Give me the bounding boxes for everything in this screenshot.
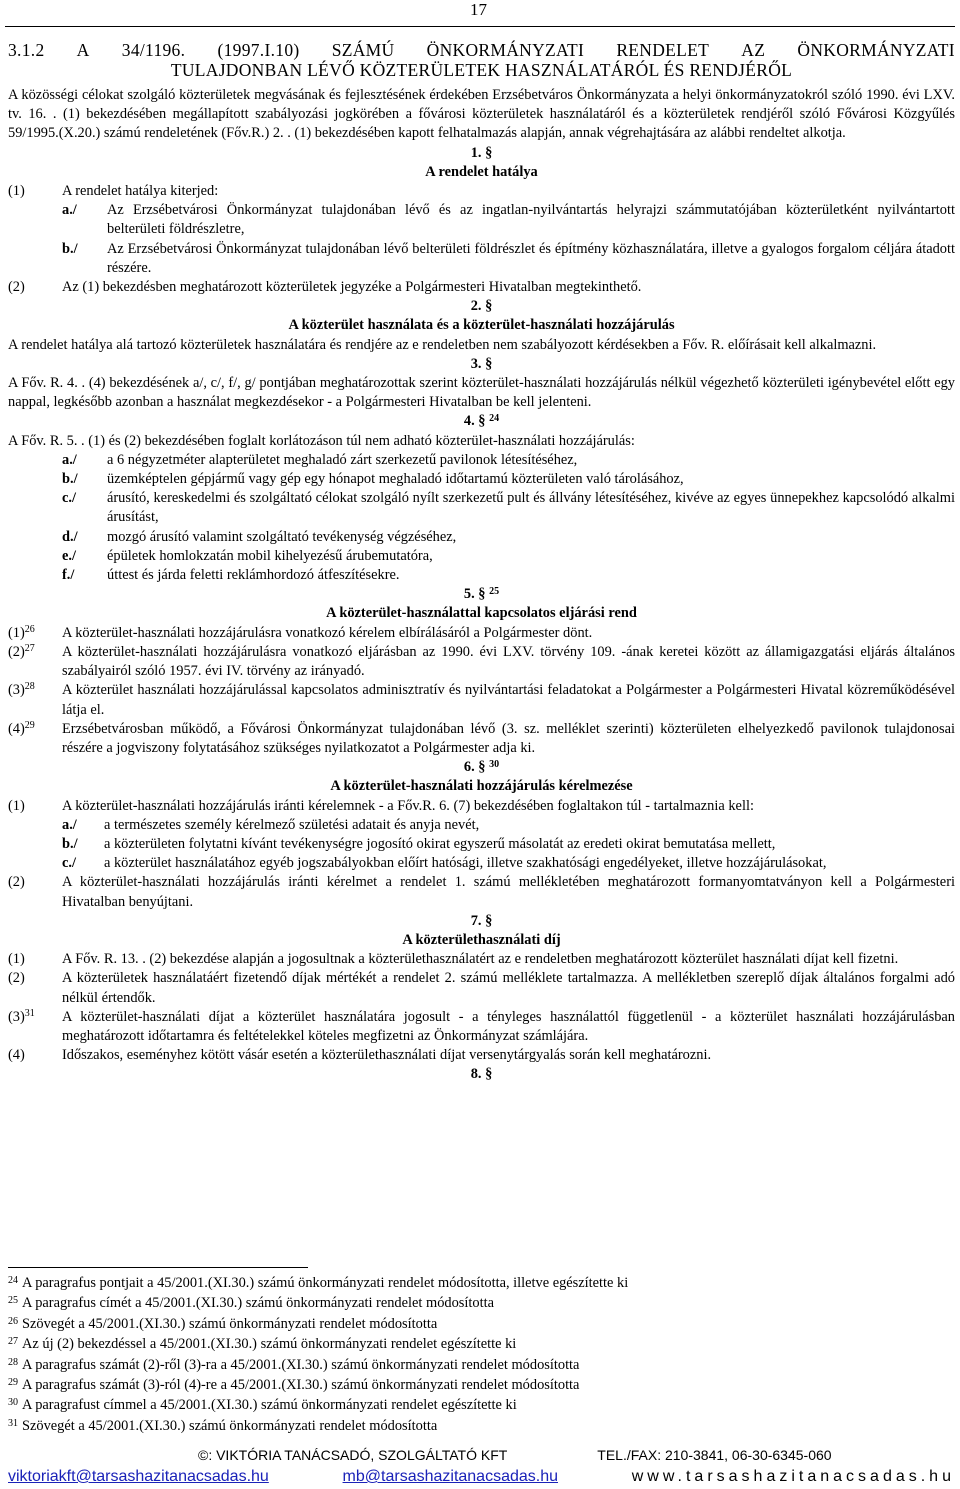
footnote-ref: 24 bbox=[489, 413, 500, 425]
item-label-text: d./ bbox=[62, 528, 78, 545]
footnote-ref: 28 bbox=[24, 681, 35, 693]
item-label-text: e./ bbox=[62, 547, 76, 564]
section-number: 4. bbox=[463, 413, 479, 430]
paragraph-text: A közterület-használati hozzájárulás iránti kérelemnek - a Főv.R. 6. (7) bekezdésében foglaltakon túl - tartalmaznia kell: bbox=[62, 797, 754, 814]
paragraph-label: (1) bbox=[8, 183, 25, 200]
item-text: épületek homlokzatán mobil kihelyezésű árubemutatóra, bbox=[107, 547, 433, 564]
item-text: üzemképtelen gépjármű vagy gép egy hónapot meghaladó időtartamú közterületen való tárolásához, bbox=[107, 471, 684, 488]
item-label-text: a./ bbox=[62, 816, 77, 833]
section-5-number bbox=[8, 585, 955, 604]
list-item bbox=[8, 835, 955, 854]
paragraph bbox=[8, 278, 955, 297]
section-4-number bbox=[8, 412, 955, 431]
item-label-text: b./ bbox=[62, 835, 78, 852]
title-word: RENDELET bbox=[616, 40, 710, 60]
item-label-text: (2) bbox=[8, 970, 25, 987]
list-item bbox=[8, 950, 955, 969]
list-item bbox=[8, 1046, 955, 1065]
section-sign: § bbox=[485, 144, 493, 161]
item-label bbox=[8, 1008, 62, 1046]
paragraph-label: (2) bbox=[8, 874, 25, 891]
item-label-text: b./ bbox=[62, 471, 78, 488]
section-3-number bbox=[8, 355, 955, 374]
footnote-ref: 26 bbox=[24, 623, 35, 635]
title-word: AZ bbox=[741, 40, 766, 60]
title-word: (1997.I.10) bbox=[217, 40, 300, 60]
item-label-text: (3) bbox=[8, 682, 25, 699]
section-number: 5. bbox=[463, 586, 479, 603]
item-label-text: (2) bbox=[8, 643, 25, 660]
footnote-text: Szövegét a 45/2001.(XI.30.) számú önkormányzati rendelet módosította bbox=[22, 1417, 438, 1434]
footnote bbox=[8, 1395, 948, 1415]
item-label bbox=[8, 681, 62, 719]
section-sign: § bbox=[478, 586, 490, 603]
footnote bbox=[8, 1334, 948, 1354]
item-text: a természetes személy kérelmező születési adatait és anyja nevét, bbox=[104, 816, 480, 833]
document-title bbox=[8, 40, 955, 80]
section-sign: § bbox=[485, 1066, 493, 1083]
item-label bbox=[62, 451, 107, 470]
item-label bbox=[62, 566, 107, 585]
item-label bbox=[62, 470, 107, 489]
footnote-number: 30 bbox=[8, 1397, 18, 1409]
section-2-title: A közterület használata és a közterület-használati hozzájárulás bbox=[288, 317, 675, 334]
list-item bbox=[8, 720, 955, 758]
item-label-text: a./ bbox=[62, 451, 77, 468]
preamble: A közösségi célokat szolgáló közterületek megvásának és fejlesztésének érdekében Erzsébetváros Önkormányzata a helyi önkormányzatokról szóló 1990. évi LXV. tv. 16. . (1) bekezdésében megállapított szabályozási jogkörében a fővárosi közterületek használatáról és a közterületek rendjéről szóló Fővárosi Közgyűlés 59/1995.(X.20.) számú rendeletének (Főv.R.) 2. . (1) bekezdésében kapott felhatalmazás alapján, annak végrehajtására az alábbi rendeltet alkotja. bbox=[8, 87, 955, 142]
footnotes bbox=[8, 1273, 948, 1436]
list-item bbox=[8, 470, 955, 489]
title-word: 34/1196. bbox=[121, 40, 186, 60]
footnote-text: A paragrafus címét a 45/2001.(XI.30.) számú önkormányzati rendelet módosította bbox=[22, 1295, 494, 1312]
footnote-ref: 30 bbox=[489, 759, 500, 771]
footnote-ref: 25 bbox=[489, 586, 500, 598]
section-7-number bbox=[8, 912, 955, 931]
item-label: b./ bbox=[62, 240, 78, 257]
footnote-text: A paragrafus számát (3)-ról (4)-re a 45/2001.(XI.30.) számú önkormányzati rendelet módosította bbox=[22, 1377, 580, 1394]
footnote-text: A paragrafus pontjait a 45/2001.(XI.30.) számú önkormányzati rendelet módosította, illetve egészítette ki bbox=[22, 1275, 629, 1291]
item-label bbox=[8, 1046, 62, 1065]
item-label bbox=[62, 835, 104, 854]
section-sign: § bbox=[485, 355, 493, 372]
item-text: úttest és járda feletti reklámhordozó átfeszítésekre. bbox=[107, 567, 400, 584]
item-label-text: f./ bbox=[62, 567, 75, 584]
item-text: A közterület-használati hozzájárulásra vonatkozó eljárásban az 1990. évi LXV. törvény 109. -ának keretei között az államigazgatási eljárás általános szabályairól szóló 1957. évi IV. törvény az irányadó. bbox=[62, 643, 955, 680]
section-sign: § bbox=[485, 912, 493, 929]
title-word: ÖNKORMÁNYZATI bbox=[797, 40, 955, 60]
footer-line-1 bbox=[8, 1447, 955, 1463]
footnote-text: A paragrafus számát (2)-ről (3)-ra a 45/2001.(XI.30.) számú önkormányzati rendelet módosította bbox=[22, 1356, 580, 1373]
item-text: A közterületek használatáért fizetendő díjak mértékét a rendelet 2. számú melléklete tartalmazza. A mellékletben szereplő díjak általános forgalmi adó nélkül értendők. bbox=[62, 970, 955, 1006]
section-number: 1. bbox=[470, 144, 486, 161]
footnote-number: 24 bbox=[8, 1275, 18, 1286]
footnote-ref: 27 bbox=[24, 642, 35, 654]
item-label bbox=[8, 624, 62, 643]
section-5-list bbox=[8, 624, 955, 758]
item-label bbox=[62, 528, 107, 547]
paragraph-label: (1) bbox=[8, 797, 25, 814]
item-label bbox=[8, 720, 62, 758]
item-text: a 6 négyzetméter alapterületet meghaladó zárt szerkezetű pavilonok létesítéséhez, bbox=[107, 451, 578, 468]
item-text: Az Erzsébetvárosi Önkormányzat tulajdonában lévő belterületi földrészlet és építmény közhasználatára, illetve a gyalogos forgalom céljára átadott részére. bbox=[107, 240, 955, 276]
title-word: ÖNKORMÁNYZATI bbox=[426, 40, 585, 60]
footer-phone: TEL./FAX: 210-3841, 06-30-6345-060 bbox=[597, 1447, 832, 1463]
item-label-text: c./ bbox=[62, 855, 76, 872]
section-number: 7. bbox=[470, 912, 486, 929]
footnote-number: 29 bbox=[8, 1377, 18, 1389]
footer-email-link-2[interactable]: mb@tarsashazitanacsadas.hu bbox=[342, 1468, 559, 1485]
footnote-number: 31 bbox=[8, 1417, 18, 1429]
item-label-text: (1) bbox=[8, 951, 25, 968]
footnote-number: 27 bbox=[8, 1336, 18, 1348]
item-text: A Főv. R. 13. . (2) bekezdése alapján a jogosultnak a közterülethasználatért az e rendeletben meghatározott közterület használati díjat kell fizetni. bbox=[62, 951, 899, 968]
item-text: A közterület-használati hozzájárulásra vonatkozó kérelem elbírálásáról a Polgármester dönt. bbox=[62, 624, 593, 641]
list-item bbox=[8, 681, 955, 719]
section-number: 6. bbox=[463, 759, 479, 776]
item-label bbox=[8, 643, 62, 681]
footnote-number: 25 bbox=[8, 1295, 18, 1307]
footnote-number: 28 bbox=[8, 1356, 18, 1368]
item-text: Időszakos, eseményhez kötött vásár esetén a közterülethasználati díjat versenytárgyalás során kell meghatározni. bbox=[62, 1047, 712, 1064]
section-sign: § bbox=[478, 759, 490, 776]
item-label bbox=[62, 547, 107, 566]
list-item bbox=[8, 624, 955, 643]
section-7-title: A közterülethasználati díj bbox=[402, 931, 561, 948]
list-item bbox=[8, 643, 955, 681]
paragraph-label: (2) bbox=[8, 279, 25, 296]
section-2-text: A rendelet hatálya alá tartozó közterületek használatára és rendjére az e rendeletben nem szabályozott kérdésekben a Főv. R. előírásait kell alkalmazni. bbox=[8, 336, 877, 353]
item-label-text: (4) bbox=[8, 720, 25, 737]
item-text: mozgó árusító valamint szolgáltató tevékenység végzéséhez, bbox=[107, 528, 457, 545]
item-label bbox=[62, 854, 104, 873]
footnote-ref: 31 bbox=[24, 1007, 35, 1019]
document-body bbox=[8, 40, 955, 1085]
section-4-list bbox=[8, 451, 955, 585]
footnote-rule bbox=[8, 1267, 308, 1268]
item-label-text: (4) bbox=[8, 1047, 25, 1064]
item-label bbox=[8, 950, 62, 969]
list-item bbox=[8, 240, 955, 278]
footnote bbox=[8, 1273, 948, 1293]
paragraph bbox=[8, 182, 955, 201]
title-line-1 bbox=[8, 40, 955, 60]
item-label-text: c./ bbox=[62, 490, 76, 507]
section-1-number bbox=[8, 144, 955, 163]
footnote-text: Az új (2) bekezdéssel a 45/2001.(XI.30.) számú önkormányzati rendelet egészítette ki bbox=[22, 1336, 517, 1353]
item-label bbox=[62, 816, 104, 835]
list-item bbox=[8, 969, 955, 1007]
paragraph bbox=[8, 797, 955, 816]
item-label-text: (3) bbox=[8, 1008, 25, 1025]
section-6-list bbox=[8, 816, 955, 874]
footnote-text: A paragrafust címmel a 45/2001.(XI.30.) számú önkormányzati rendelet egészítette ki bbox=[22, 1397, 517, 1414]
section-4-text: A Főv. R. 5. . (1) és (2) bekezdésében foglalt korlátozáson túl nem adható közterület-használati hozzájárulás: bbox=[8, 432, 635, 449]
footnote-text: Szövegét a 45/2001.(XI.30.) számú önkormányzati rendelet módosította bbox=[22, 1315, 438, 1332]
list-item bbox=[8, 854, 955, 873]
section-number: 2. bbox=[470, 298, 486, 315]
item-text: a közterületen folytatni kívánt tevékenységre jogosító okirat egyszerű másolatát az eredeti okirat bemutatása mellett, bbox=[104, 835, 776, 852]
footnote bbox=[8, 1416, 948, 1436]
footer-email-link-1[interactable]: viktoriakft@tarsashazitanacsadas.hu bbox=[8, 1468, 269, 1485]
footnote bbox=[8, 1375, 948, 1395]
list-item bbox=[8, 201, 955, 239]
footnote bbox=[8, 1314, 948, 1334]
footer-website[interactable]: www.tarsashazitanacsadas.hu bbox=[631, 1468, 955, 1485]
list-item bbox=[8, 816, 955, 835]
section-6-title: A közterület-használati hozzájárulás kérelmezése bbox=[330, 778, 633, 795]
footnote bbox=[8, 1293, 948, 1313]
section-6-number bbox=[8, 758, 955, 777]
list-item bbox=[8, 566, 955, 585]
section-3-text: A Főv. R. 4. . (4) bekezdésének a/, c/, f/, g/ pontjában meghatározottak szerint közterület-használati hozzájárulás nélkül végezhető közterületi igénybevétel előtt egy nappal, legkésőbb azonban a használat megkezdésekor - a Polgármesteri Hivatalban be kell jelenteni. bbox=[8, 375, 955, 411]
footnote-number: 26 bbox=[8, 1315, 18, 1327]
list-item bbox=[8, 528, 955, 547]
section-sign: § bbox=[485, 298, 493, 315]
list-item bbox=[8, 547, 955, 566]
header-rule bbox=[5, 26, 955, 27]
title-line-2: TULAJDONBAN LÉVŐ KÖZTERÜLETEK HASZNÁLATÁRÓL ÉS RENDJÉRŐL bbox=[170, 60, 793, 80]
item-label bbox=[8, 969, 62, 1007]
item-text: a közterület használatához egyéb jogszabályokban előírt hatósági, illetve szakhatósági engedélyeket, illetve hozzájárulásokat, bbox=[104, 855, 827, 872]
item-label: a./ bbox=[62, 202, 77, 219]
item-label bbox=[62, 489, 107, 527]
section-5-title: A közterület-használattal kapcsolatos eljárási rend bbox=[326, 605, 637, 622]
section-8-number bbox=[8, 1065, 955, 1084]
section-number: 3. bbox=[470, 355, 486, 372]
footnote-ref: 29 bbox=[24, 719, 35, 731]
title-word: 3.1.2 bbox=[8, 40, 45, 60]
section-number: 8. bbox=[470, 1066, 486, 1083]
item-text: Erzsébetvárosban működő, a Fővárosi Önkormányzat tulajdonában lévő (3. sz. melléklet szerinti) közterületen elhelyezkedő pavilonok tulajdonosai részére a jogviszony folytatásához szükséges nyilatkozatot a Polgármester adja ki. bbox=[62, 720, 955, 756]
item-label-text: (1) bbox=[8, 624, 25, 641]
section-7-list bbox=[8, 950, 955, 1065]
item-text: A közterület-használati díjat a közterület használatára jogosult - a tényleges használattól függetlenül - a közterület használati hozzájárulásban meghatározott időtartamra és feltételekkel köteles megfizetni az Önkormányzat számlájára. bbox=[62, 1008, 955, 1044]
paragraph-text: Az (1) bekezdésben meghatározott közterületek jegyzéke a Polgármesteri Hivatalban megtekinthető. bbox=[62, 279, 642, 296]
paragraph bbox=[8, 873, 955, 911]
item-text: A közterület használati hozzájárulással kapcsolatos adminisztratív és nyilvántartási feladatokat a Polgármester a Polgármesteri Hivatal közreműködésével látja el. bbox=[62, 682, 955, 718]
footer-copyright: ©: VIKTÓRIA TANÁCSADÓ, SZOLGÁLTATÓ KFT bbox=[198, 1447, 508, 1463]
list-item bbox=[8, 489, 955, 527]
paragraph-text: A rendelet hatálya kiterjed: bbox=[62, 183, 219, 200]
section-2-number bbox=[8, 297, 955, 316]
section-sign: § bbox=[478, 413, 490, 430]
title-word: SZÁMÚ bbox=[331, 40, 395, 60]
section-1-title: A rendelet hatálya bbox=[425, 163, 538, 180]
footer-line-2 bbox=[8, 1468, 955, 1486]
paragraph-text: A közterület-használati hozzájárulás iránti kérelmet a rendelet 1. számú mellékletében meghatározott formanyomtatványon kell a Polgármesteri Hivatalban benyújtani. bbox=[62, 874, 955, 910]
item-text: Az Erzsébetvárosi Önkormányzat tulajdonában lévő és az ingatlan-nyilvántartás helyrajzi számmutatójában közterületként nyilvántartott belterületi földrészletre, bbox=[107, 202, 955, 238]
list-item bbox=[8, 451, 955, 470]
title-word: A bbox=[76, 40, 90, 60]
page-number: 17 bbox=[470, 0, 487, 19]
list-item bbox=[8, 1008, 955, 1046]
footnote bbox=[8, 1355, 948, 1375]
item-text: árusító, kereskedelmi és szolgáltató célokat szolgáló nyílt szerkezetű pult és állvány létesítéséhez, kivéve az egyes ünnepekhez kapcsolódó alkalmi árusítást, bbox=[107, 490, 955, 526]
